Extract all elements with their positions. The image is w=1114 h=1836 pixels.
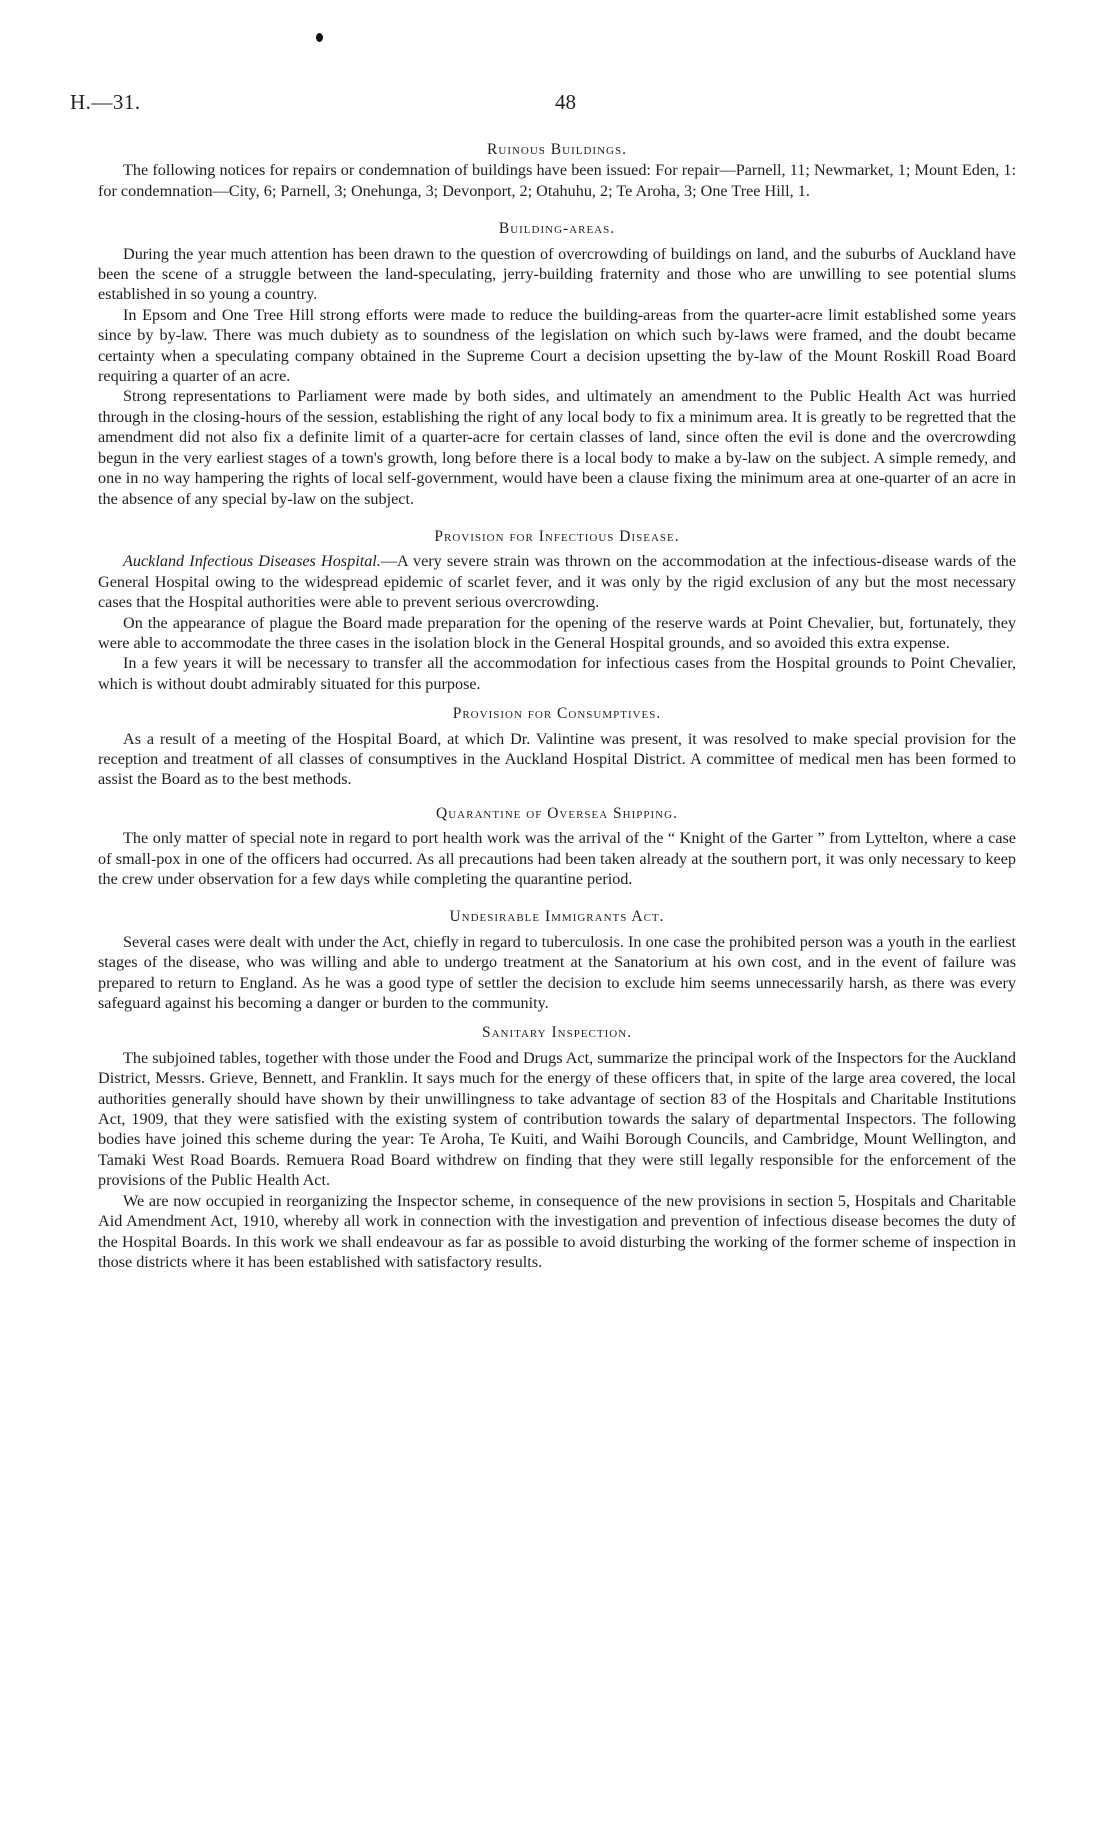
document-reference: H.—31. xyxy=(70,90,141,114)
paragraph: We are now occupied in reorganizing the Inspector scheme, in consequence of the new provisions in section 5, Hospitals and Charitable Aid Amendment Act, 1910, whereby all work in connection with the investigation and prevention of infectious disease becomes the duty of the Hospital Boards. In this work we shall endeavour as far as possible to avoid disturbing the working of the former scheme of inspection in those districts where it has been established with satisfactory results. xyxy=(98,1191,1016,1271)
document-body xyxy=(98,140,1016,1272)
ink-dot xyxy=(316,33,323,42)
section-heading-building-areas: Building-areas. xyxy=(498,220,616,238)
section-heading-ruinous-buildings: Ruinous Buildings. xyxy=(487,141,627,158)
paragraph: The subjoined tables, together with those under the Food and Drugs Act, summarize the principal work of the Inspectors for the Auckland District, Messrs. Grieve, Bennett, and Franklin. It says much for the energy of these officers that, in spite of the large area covered, the local authorities generally should have shown by their unwillingness to take advantage of section 83 of the Hospitals and Charitable Institutions Act, 1909, that they were satisfied with the existing system of contribution towards the salary of departmental Inspectors. The following bodies have joined this scheme during the year: Te Aroha, Te Kuiti, and Waihi Borough Councils, and Cambridge, Mount Wellington, and Tamaki West Road Boards. Remuera Road Board withdrew on finding that they were still legally responsible for the enforcement of the provisions of the Public Health Act. xyxy=(98,1048,1016,1190)
paragraph xyxy=(98,551,1016,612)
section-heading-quarantine: Quarantine of Oversea Shipping. xyxy=(436,804,678,822)
paragraph: The only matter of special note in regard to port health work was the arrival of the “ Knight of the Garter ” from Lyttelton, where a case of small-pox in one of the officers had occurred. As all precautions had been taken already at the southern port, it was only necessary to keep the crew under observation for a few days while completing the quarantine period. xyxy=(98,829,1016,888)
page-number: 48 xyxy=(555,90,576,114)
paragraph: The following notices for repairs or condemnation of buildings have been issued: For repair—Parnell, 11; Newmarket, 1; Mount Eden, 1: for condemnation—City, 6; Parnell, 3; Onehunga, 3; Devonport, 2; Otahuhu, 2; Te Aroha, 3; One Tree Hill, 1. xyxy=(98,161,1016,200)
paragraph: On the appearance of plague the Board made preparation for the opening of the reserve wards at Point Chevalier, but, fortunately, they were able to accommodate the three cases in the isolation block in the General Hospital grounds, and so avoided this extra expense. xyxy=(98,613,1016,652)
section-heading-infectious-disease: Provision for Infectious Disease. xyxy=(434,527,680,545)
paragraph: In Epsom and One Tree Hill strong efforts were made to reduce the building-areas from the quarter-acre limit established some years since by by-law. There was much dubiety as to soundness of the legislation on which such by-laws were framed, and the doubt became certainty when a speculating company obtained in the Supreme Court a decision upsetting the by-law of the Mount Roskill Road Board requiring a quarter of an acre. xyxy=(98,305,1016,386)
paragraph-text: —A very severe strain was thrown on the accommodation at the infectious-disease wards of the General Hospital owing to the widespread epidemic of scarlet fever, and it was only by the rigid exclusion of any but the most necessary cases that the Hospital authorities were able to prevent serious overcrowding. xyxy=(98,552,1017,612)
paragraph: During the year much attention has been drawn to the question of overcrowding of buildings on land, and the suburbs of Auckland have been the scene of a struggle between the land-speculating, jerry-building fraternity and those who are unwilling to see potential slums established in so young a country. xyxy=(98,244,1016,304)
paragraph: Strong representations to Parliament were made by both sides, and ultimately an amendment to the Public Health Act was hurried through in the closing-hours of the session, establishing the right of any local body to fix a minimum area. It is greatly to be regretted that the amendment did not also fix a definite limit of a quarter-acre for certain classes of land, since often the evil is done and the overcrowding begun in the very earliest stages of a town's growth, long before there is a local body to make a by-law on the subject. A simple remedy, and one in no way hampering the rights of local self-government, would have been a clause fixing the minimum area at one-quarter of an acre in the absence of any special by-law on the subject. xyxy=(98,387,1016,508)
paragraph: In a few years it will be necessary to transfer all the accommodation for infectious cases from the Hospital grounds to Point Chevalier, which is without doubt admirably situated for this purpose. xyxy=(98,654,1016,693)
section-heading-sanitary-inspection: Sanitary Inspection. xyxy=(481,1024,633,1042)
paragraph: As a result of a meeting of the Hospital Board, at which Dr. Valintine was present, it was resolved to make special provision for the reception and treatment of all classes of consumptives in the Auckland Hospital District. A committee of medical men has been formed to assist the Board as to the best methods. xyxy=(98,729,1016,789)
section-heading-undesirable-immigrants: Undesirable Immigrants Act. xyxy=(449,908,665,926)
paragraph: Several cases were dealt with under the Act, chiefly in regard to tuberculosis. In one case the prohibited person was a youth in the earliest stages of the disease, who was willing and able to undergo treatment at the Sanatorium at his own cost, and in the event of failure was prepared to return to England. As he was a good type of settler the decision to exclude him seems unnecessarily harsh, as there was every safeguard against his becoming a danger or burden to the community. xyxy=(98,932,1016,1013)
paragraph-lead: Auckland Infectious Diseases Hospital. xyxy=(123,552,381,571)
section-heading-consumptives: Provision for Consumptives. xyxy=(452,705,662,723)
